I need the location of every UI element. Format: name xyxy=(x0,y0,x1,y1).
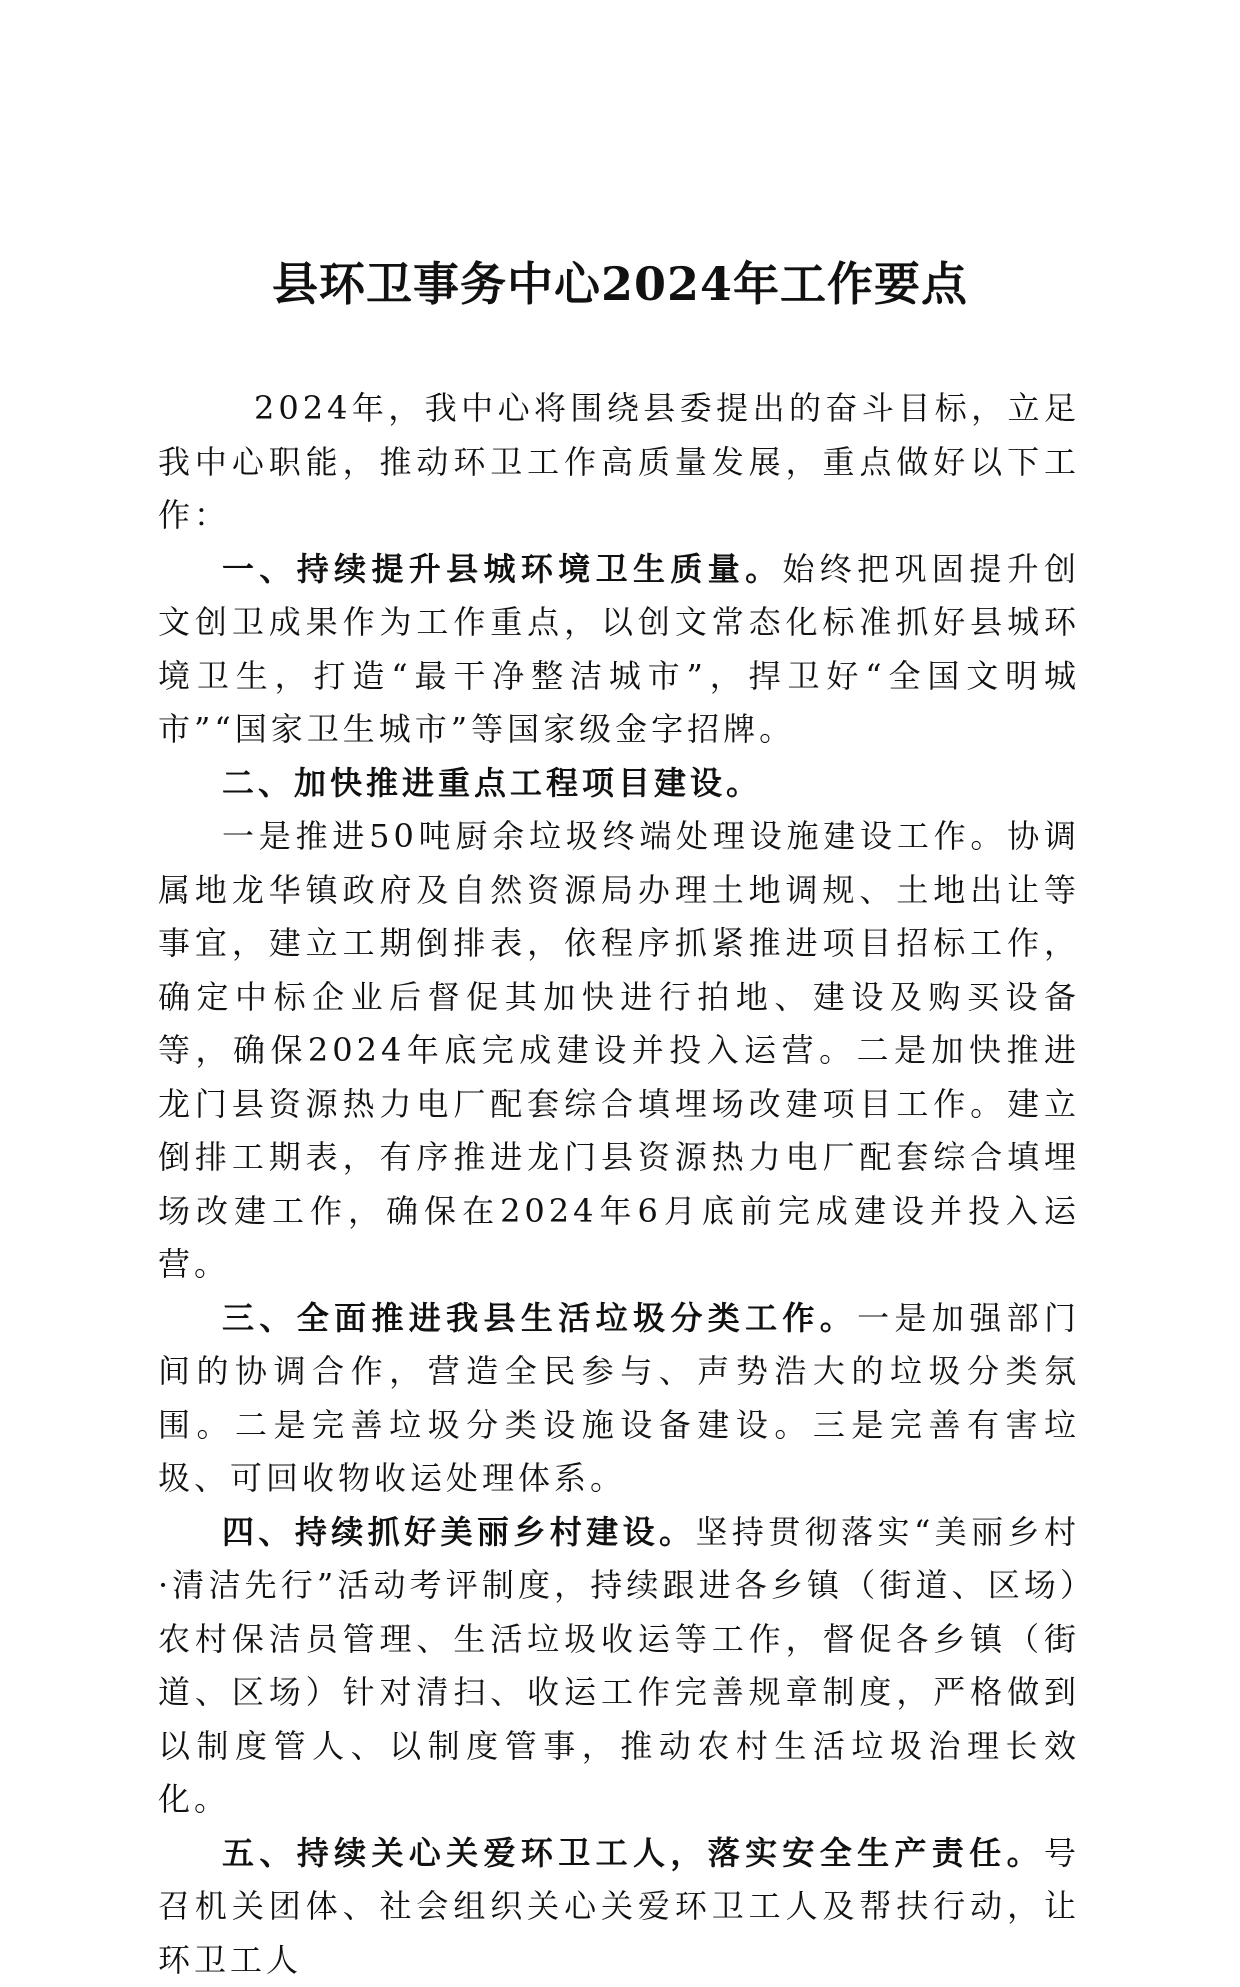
section-3-heading: 三、全面推进我县生活垃圾分类工作。 xyxy=(222,1299,857,1337)
section-1-paragraph xyxy=(158,543,1080,757)
section-5-text: 号召机关团体、社会组织关心关爱环卫工人及帮扶行动，让环卫工人 xyxy=(158,1834,1080,1979)
section-5-paragraph xyxy=(158,1827,1080,1987)
section-3-text: 一是加强部门间的协调合作，营造全民参与、声势浩大的垃圾分类氛围。二是完善垃圾分类设施设备建设。三是完善有害垃圾、可回收物收运处理体系。 xyxy=(158,1299,1080,1498)
section-2-detail-paragraph xyxy=(158,810,1080,1292)
document-title: 县环卫事务中心2024年工作要点 xyxy=(0,252,1240,316)
section-3-paragraph xyxy=(158,1292,1080,1506)
section-2-paragraph xyxy=(158,757,1080,811)
section-4-paragraph xyxy=(158,1506,1080,1827)
section-5-heading: 五、持续关心关爱环卫工人，落实安全生产责任。 xyxy=(222,1834,1044,1872)
section-1-text: 始终把巩固提升创文创卫成果作为工作重点，以创文常态化标准抓好县城环境卫生，打造“最干净整洁城市”，捍卫好“全国文明城市”“国家卫生城市”等国家级金字招牌。 xyxy=(158,550,1080,749)
section-2-heading: 二、加快推进重点工程项目建设。 xyxy=(222,764,762,802)
intro-paragraph: 2024年，我中心将围绕县委提出的奋斗目标，立足我中心职能，推动环卫工作高质量发展，重点做好以下工作： xyxy=(158,382,1080,543)
section-4-heading: 四、持续抓好美丽乡村建设。 xyxy=(222,1513,695,1551)
section-2-detail-text: 一是推进50吨厨余垃圾终端处理设施建设工作。协调属地龙华镇政府及自然资源局办理土地调规、土地出让等事宜，建立工期倒排表，依程序抓紧推进项目招标工作，确定中标企业后督促其加快进行拍地、建设及购买设备等，确保2024年底完成建设并投入运营。二是加快推进龙门县资源热力电厂配套综合填埋场改建项目工作。建立倒排工期表，有序推进龙门县资源热力电厂配套综合填埋场改建工作，确保在2024年6月底前完成建设并投入运营。 xyxy=(158,817,1080,1283)
section-1-heading: 一、持续提升县城环境卫生质量。 xyxy=(222,550,782,588)
section-4-text: 坚持贯彻落实“美丽乡村·清洁先行”活动考评制度，持续跟进各乡镇（街道、区场）农村保洁员管理、生活垃圾收运等工作，督促各乡镇（街道、区场）针对清扫、收运工作完善规章制度，严格做到以制度管人、以制度管事，推动农村生活垃圾治理长效化。 xyxy=(158,1513,1080,1819)
document-body xyxy=(158,382,1080,1987)
